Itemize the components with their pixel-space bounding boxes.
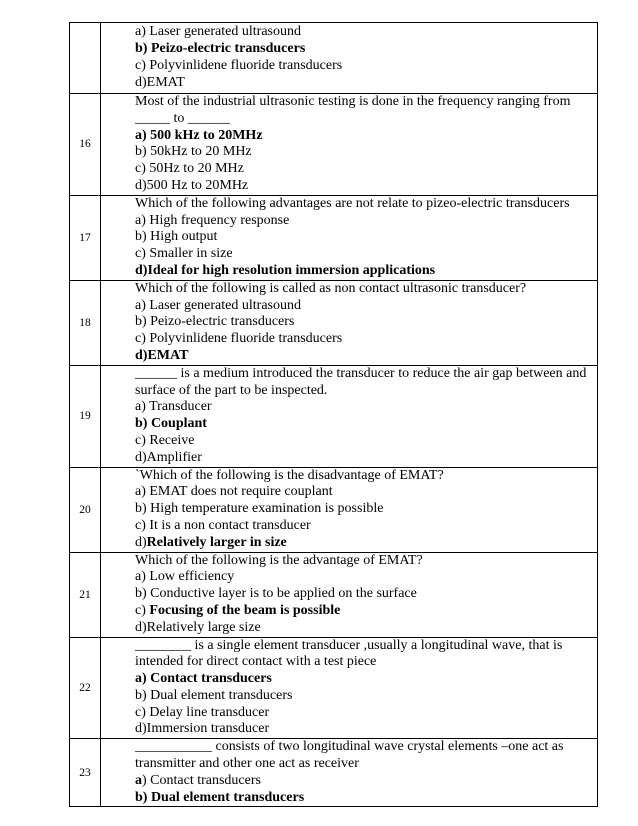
option-text: d)500 Hz to 20MHz	[135, 177, 249, 193]
option-text: a) Laser generated ultrasound	[135, 24, 301, 40]
question-row	[70, 739, 598, 807]
option-text: c) Receive	[135, 432, 195, 448]
answer-option	[135, 620, 597, 637]
option-prefix: c)	[135, 602, 150, 618]
option-text: c) It is a non contact transducer	[135, 517, 311, 533]
answer-option	[135, 790, 597, 807]
question-number: 17	[70, 195, 101, 280]
answer-option	[135, 298, 597, 315]
option-text: a) Transducer	[135, 399, 212, 415]
question-content	[101, 280, 598, 365]
option-text: b) Peizo-electric transducers	[135, 314, 295, 330]
option-text: ___________ consists of two longitudinal wave crystal elements –one act as transmitter and other one act as receiver	[135, 739, 564, 772]
question-row	[70, 195, 598, 280]
option-text: a) 500 kHz to 20MHz	[135, 127, 263, 143]
answer-option	[135, 58, 597, 75]
option-text: d)EMAT	[135, 347, 189, 363]
option-text: b) 50kHz to 20 MHz	[135, 144, 252, 160]
question-number: 19	[70, 365, 101, 467]
answer-option	[135, 688, 597, 705]
option-text: b) Couplant	[135, 416, 207, 432]
question-content	[101, 195, 598, 280]
question-content	[101, 467, 598, 552]
question-number: 16	[70, 94, 101, 196]
option-text: d)Immersion transducer	[135, 721, 270, 737]
answer-option	[135, 314, 597, 331]
answer-option	[135, 144, 597, 161]
question-table-page	[69, 22, 598, 807]
answer-option	[135, 331, 597, 348]
option-text: Relatively larger in size	[146, 534, 287, 550]
question-row	[70, 637, 598, 739]
answer-option	[135, 603, 597, 620]
option-text: a) EMAT does not require couplant	[135, 484, 333, 500]
question-text	[135, 739, 597, 773]
option-text: ________ is a single element transducer ,usually a longitudinal wave, that is intended for direct contact with a test piece	[135, 637, 563, 670]
question-text	[135, 281, 597, 298]
answer-option	[135, 586, 597, 603]
question-text	[135, 638, 597, 672]
question-number: 20	[70, 467, 101, 552]
answer-option	[135, 773, 597, 790]
answer-option	[135, 41, 597, 58]
option-text: ______ is a medium introduced the transducer to reduce the air gap between and surface of the part to be inspected.	[135, 365, 587, 398]
option-text: b) High output	[135, 229, 218, 245]
option-text: c) Smaller in size	[135, 246, 233, 262]
option-text: `Which of the following is the disadvantage of EMAT?	[135, 467, 444, 483]
question-table-body	[70, 23, 598, 807]
option-text: Which of the following is the advantage of EMAT?	[135, 552, 423, 568]
option-text: c) 50Hz to 20 MHz	[135, 161, 244, 177]
question-number: 22	[70, 637, 101, 739]
answer-option	[135, 399, 597, 416]
answer-option	[135, 161, 597, 178]
question-content	[101, 365, 598, 467]
answer-option	[135, 535, 597, 552]
option-text: d)Relatively large size	[135, 619, 261, 635]
option-text: a) Laser generated ultrasound	[135, 297, 301, 313]
question-number: 18	[70, 280, 101, 365]
option-text: c) Polyvinlidene fluoride transducers	[135, 58, 343, 73]
option-text: d)EMAT	[135, 74, 185, 90]
option-text: c) Delay line transducer	[135, 704, 270, 720]
question-content	[101, 637, 598, 739]
option-text: ) Contact transducers	[142, 772, 261, 788]
option-text: a) High frequency response	[135, 212, 290, 228]
answer-option	[135, 569, 597, 586]
option-text: b) Dual element transducers	[135, 687, 293, 703]
question-text	[135, 366, 597, 400]
answer-option	[135, 433, 597, 450]
question-row	[70, 552, 598, 637]
option-text: a) Contact transducers	[135, 671, 272, 687]
answer-option	[135, 348, 597, 365]
question-table	[69, 22, 598, 807]
answer-option	[135, 450, 597, 467]
question-number: 21	[70, 552, 101, 637]
question-content	[101, 552, 598, 637]
option-text: d)Ideal for high resolution immersion applications	[135, 262, 436, 278]
option-text: b) Peizo-electric transducers	[135, 41, 306, 57]
option-text: d)Amplifier	[135, 449, 202, 465]
answer-option	[135, 671, 597, 688]
question-row	[70, 467, 598, 552]
option-text: a) Low efficiency	[135, 569, 235, 585]
answer-option	[135, 246, 597, 263]
question-content	[101, 94, 598, 196]
question-text	[135, 468, 597, 485]
answer-option	[135, 518, 597, 535]
question-row	[70, 280, 598, 365]
answer-option	[135, 128, 597, 145]
option-text: b) High temperature examination is possible	[135, 501, 384, 517]
option-text: Which of the following is called as non contact ultrasonic transducer?	[135, 280, 527, 296]
answer-option	[135, 178, 597, 195]
option-text: Focusing of the beam is possible	[149, 602, 341, 618]
question-row	[70, 94, 598, 196]
question-text	[135, 94, 597, 128]
answer-option	[135, 24, 597, 41]
question-content	[101, 739, 598, 807]
question-content	[101, 23, 598, 94]
question-text	[135, 196, 597, 213]
answer-option	[135, 721, 597, 738]
answer-option	[135, 484, 597, 501]
question-text	[135, 553, 597, 570]
option-text: b) Dual element transducers	[135, 789, 305, 805]
answer-option	[135, 705, 597, 722]
question-row	[70, 23, 598, 94]
answer-option	[135, 213, 597, 230]
option-prefix: a	[135, 772, 142, 788]
option-text: Which of the following advantages are not relate to pizeo-electric transducers	[135, 195, 570, 211]
answer-option	[135, 501, 597, 518]
question-number: 23	[70, 739, 101, 807]
answer-option	[135, 75, 597, 92]
question-number	[70, 23, 101, 94]
option-text: b) Conductive layer is to be applied on the surface	[135, 586, 417, 602]
answer-option	[135, 416, 597, 433]
answer-option	[135, 229, 597, 246]
option-text: c) Polyvinlidene fluoride transducers	[135, 331, 343, 347]
question-row	[70, 365, 598, 467]
option-text: Most of the industrial ultrasonic testing is done in the frequency ranging from _____ to ______	[135, 94, 571, 126]
answer-option	[135, 263, 597, 280]
option-prefix: d)	[135, 534, 147, 550]
